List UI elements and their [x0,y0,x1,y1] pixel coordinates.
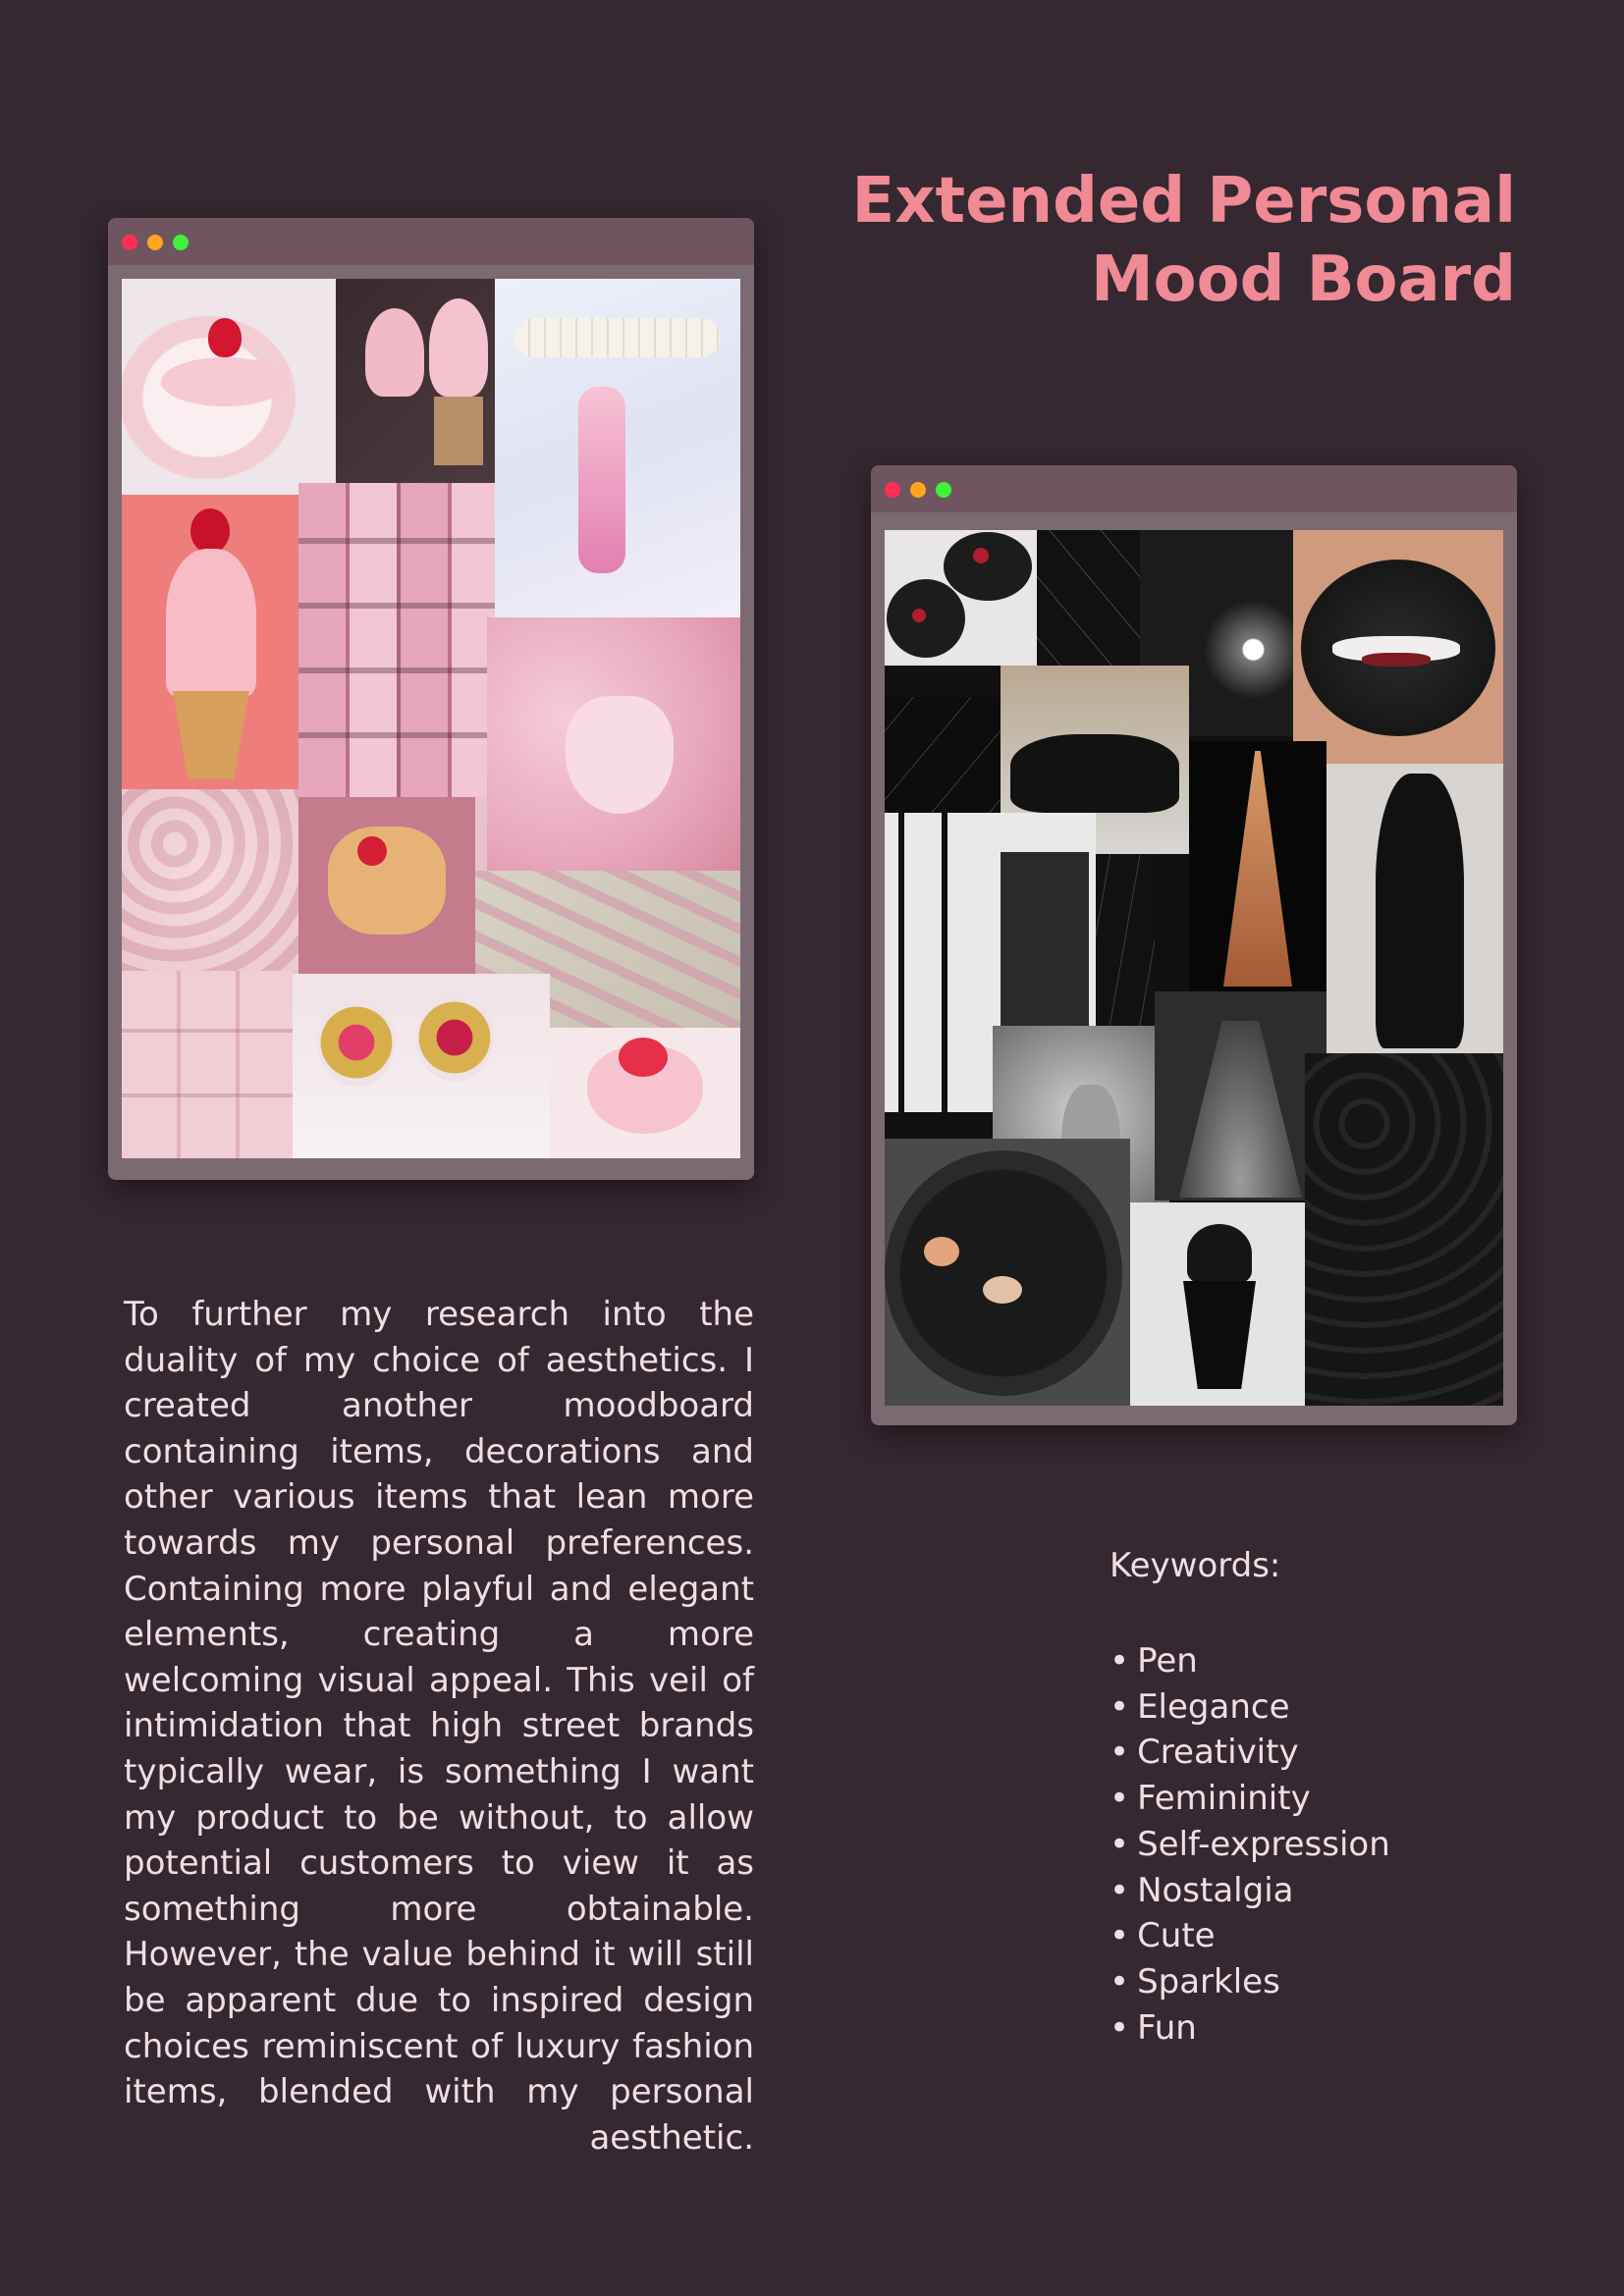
berries-bowl-image [885,530,1037,666]
keyword-item: • Nostalgia [1110,1868,1390,1914]
keyword-item: • Pen [1110,1638,1390,1684]
close-dot-icon[interactable] [885,482,900,498]
minimize-dot-icon[interactable] [147,235,163,250]
black-ice-cream-image [1130,1202,1305,1406]
maximize-dot-icon[interactable] [173,235,189,250]
maximize-dot-icon[interactable] [936,482,951,498]
gold-compacts-image [293,974,550,1158]
title-line-1: Extended Personal [851,165,1516,238]
description-paragraph: To further my research into the duality of my choice of aesthetics. I created another moodboard containing items, decorations and other various items that lean more towards my personal preferences. Containing more playful and elegant elements, creating a more welcoming visual appeal. This veil of intimidation that high street brands typically wear, is something I want my product to be without, to allow potential customers to view it as something more obtainable. However, the value behind it will still be apparent due to inspired design choices reminiscent of luxury fashion items, blended with my personal aesthetic. [124,1295,754,2158]
pink-soft-serve-image [336,279,495,483]
keyword-item: • Elegance [1110,1684,1390,1731]
glitter-lips-image [1293,530,1503,764]
keyword-item: • Creativity [1110,1730,1390,1776]
keywords-heading: Keywords: [1110,1546,1281,1585]
window-title-bar [108,218,754,265]
keywords-list [1110,1638,1390,2051]
black-coat-image [1326,764,1503,1053]
minimize-dot-icon[interactable] [910,482,926,498]
rose-quartz-stones-image [122,789,298,971]
black-seafood-dish-image [885,1139,1130,1406]
close-dot-icon[interactable] [122,235,137,250]
strawberry-ice-cream-image [122,495,298,789]
pink-waffle-cones-image [298,797,475,974]
black-marble-image [885,697,1001,813]
keyword-item: • Sparkles [1110,1959,1390,2005]
pink-vibes-collage-image [122,971,293,1158]
keyword-item: • Fun [1110,2005,1390,2052]
crystal-jewelry-image [495,279,740,617]
page-title [829,162,1516,319]
dark-mood-board-window [871,465,1517,1425]
keyword-item: • Self-expression [1110,1822,1390,1868]
rose-quartz-hearts-image [487,617,740,871]
pink-mood-board-window [108,218,754,1180]
pink-collage-image [298,483,495,797]
strawberry-heart-cake-image [550,1028,740,1158]
title-line-2: Mood Board [1090,243,1516,316]
black-marble-image [1037,530,1140,666]
window-title-bar [871,465,1517,512]
eiffel-tower-night-image [1189,741,1326,991]
keyword-item: • Cute [1110,1913,1390,1959]
dark-collage [885,530,1503,1406]
glitter-dress-image [1155,991,1326,1201]
strawberry-cake-image [122,279,336,495]
black-roses-image [1305,1053,1503,1406]
pink-collage [122,279,740,1158]
keyword-item: • Femininity [1110,1776,1390,1822]
